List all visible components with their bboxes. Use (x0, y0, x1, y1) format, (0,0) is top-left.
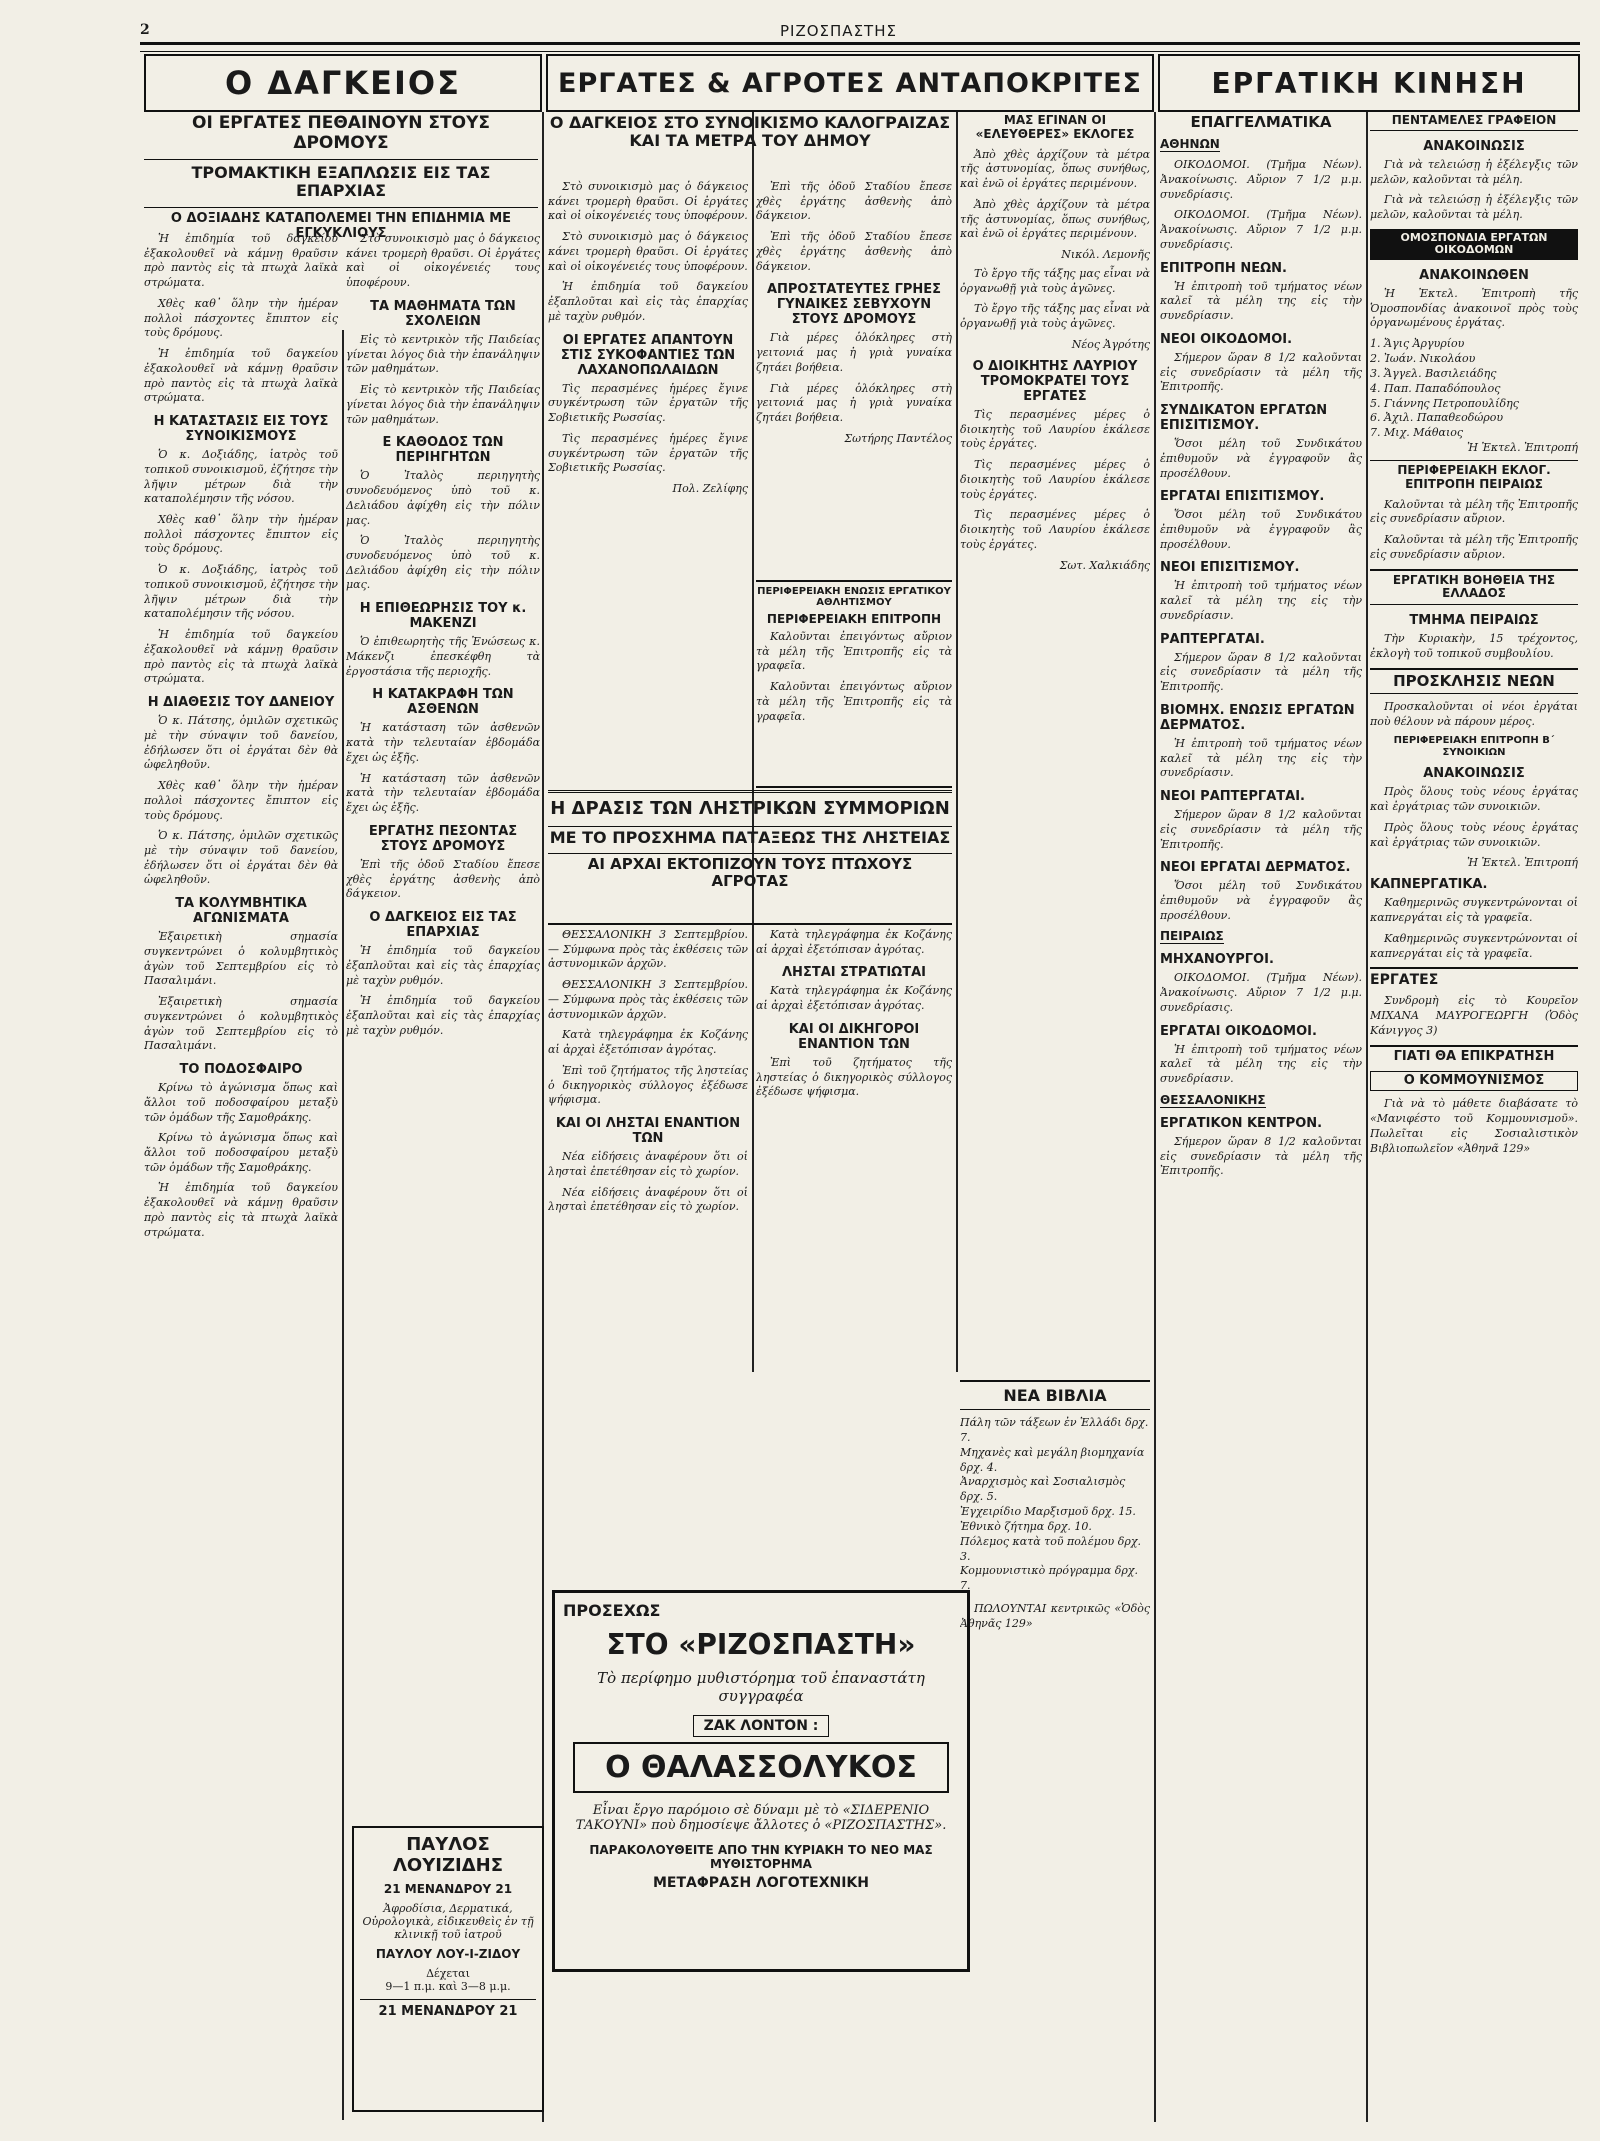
subheading: ΑΠΡΟΣΤΑΤΕΥΤΕΣ ΓΡΗΕΣ ΓΥΝΑΙΚΕΣ ΣΕΒΥΧΟΥΝ ΣΤΟΥΣ ΔΡΟΜΟΥΣ (766, 282, 942, 328)
union-notices (1370, 114, 1578, 2124)
subheading: ΒΙΟΜΗΧ. ΕΝΩΣΙΣ ΕΡΓΑΤΩΝ ΔΕΡΜΑΤΟΣ. (1160, 702, 1355, 733)
col1-body (144, 232, 338, 2122)
paragraph: Ὁ κ. Πάτσης, ὁμιλῶν σχετικῶς μὲ τὴν σύναψιν τοῦ δανείου, ἐδήλωσεν ὅτι οἱ ἐργάται δὲν θὰ ὠφεληθοῦν. (144, 829, 338, 887)
book-item: Κομμουνιστικὸ πρόγραμμα δρχ. 7. (960, 1564, 1138, 1593)
ad-line2: Εἶναι ἔργο παρόμοιο σὲ δύναμι μὲ τὸ «ΣΙΔΕΡΕΝΙΟ ΤΑΚΟΥΝΙ» ποὺ δημοσίεψε ἄλλοτες ὁ «ΡΙΖΟΣΠΑΣΤΗΣ». (575, 1803, 947, 1833)
books-title: ΝΕΑ ΒΙΒΛΙΑ (960, 1380, 1150, 1410)
header-rule (140, 42, 1580, 52)
subheading: ΕΡΓΑΤΑΙ ΕΠΙΣΙΤΙΣΜΟΥ. (1160, 489, 1325, 505)
list-item: 3. Ἄγγελ. Βασιλειάδης (1370, 366, 1497, 380)
column-rule (1154, 112, 1156, 2122)
paragraph: Ἡ ἐπιδημία τοῦ δαγκείου ἐξαπλοῦται καὶ εἰς τὰς ἐπαρχίας μὲ ταχὺν ρυθμόν. (548, 280, 748, 323)
subheading: ΝΕΟΙ ΟΙΚΟΔΟΜΟΙ. (1160, 331, 1293, 347)
subheading: Η ΕΠΙΘΕΩΡΗΣΙΣ ΤΟΥ κ. ΜΑΚΕΝΖΙ (359, 601, 527, 632)
subheading: ΤΟ ΠΟΔΟΣΦΑΙΡΟ (179, 1062, 303, 1078)
headline: ΠΕΡΙΦΕΡΕΙΑΚΗ ΕΠΙΤΡΟΠΗ Β΄ ΣΥΝΟΙΚΙΩΝ (1393, 735, 1555, 758)
elections-article (960, 114, 1150, 1364)
paragraph: Ὁ Ἰταλὸς περιηγητὴς συνοδευόμενος ὑπὸ τοῦ κ. Δελιάδου ἀφίχθη εἰς τὴν πόλιν μας. (346, 469, 540, 527)
headline: ΕΡΓΑΤΕΣ (1370, 967, 1578, 988)
paragraph: Πρὸς ὅλους τοὺς νέους ἐργάτας καὶ ἐργάτριας τῶν συνοικιῶν. (1370, 820, 1578, 849)
signature: Σωτήρης Παντέλος (844, 431, 952, 445)
page-number: 2 (140, 22, 150, 38)
doctor-name: ΠΑΥΛΟΣ ΛΟΥΙΖΙΔΗΣ (392, 1834, 503, 1876)
paragraph: Ἡ ἐπιδημία τοῦ δαγκείου ἐξαπλοῦται καὶ εἰς τὰς ἐπαρχίας μὲ ταχὺν ρυθμόν. (346, 944, 540, 987)
city-heading (1160, 929, 1362, 944)
subheading: ΝΕΟΙ ΕΡΓΑΤΑΙ ΔΕΡΜΑΤΟΣ. (1160, 860, 1351, 876)
paragraph: Ἡ ἐπιδημία τοῦ δαγκείου ἐξακολουθεῖ νὰ κάμνῃ θραῦσιν πρὸ παντὸς εἰς τὰ πτωχὰ λαϊκὰ στρώματα. (144, 232, 338, 290)
subheading: ΤΜΗΜΑ ΠΕΙΡΑΙΩΣ (1409, 613, 1539, 629)
headline: ΟΜΟΣΠΟΝΔΙΑ ΕΡΓΑΤΩΝ ΟΙΚΟΔΟΜΩΝ (1370, 229, 1578, 260)
paragraph: Εἰς τὸ κεντρικὸν τῆς Παιδείας γίνεται λόγος διὰ τὴν ἐπανάληψιν τῶν μαθημάτων. (346, 383, 540, 426)
column-rule (542, 112, 544, 2122)
paragraph: Στὸ συνοικισμὸ μας ὁ δάγκειος κάνει τρομερὴ θραῦσι. Οἱ ἐργάτες καὶ οἱ οἰκογένειές τους ὑποφέρουν. (548, 180, 748, 223)
divider (144, 207, 538, 208)
banner-labor-movement (1158, 54, 1580, 112)
book-item: Μηχανὲς καὶ μεγάλη βιομηχανία δρχ. 4. (960, 1445, 1145, 1474)
headline: ΓΙΑΤΙ ΘΑ ΕΠΙΚΡΑΤΗΣΗ (1370, 1045, 1578, 1065)
paragraph: ΘΕΣΣΑΛΟΝΙΚΗ 3 Σεπτεμβρίου. — Σύμφωνα πρὸς τὰς ἐκθέσεις τῶν ἀστυνομικῶν ἀρχῶν. (548, 978, 748, 1021)
subheading: ΚΑΙ ΟΙ ΛΗΣΤΑΙ ΕΝΑΝΤΙΟΝ ΤΩΝ (555, 1116, 741, 1147)
book-item: Ἐθνικὸ ζήτημα δρχ. 10. (960, 1519, 1092, 1533)
col1b-body (346, 232, 540, 1812)
city-heading (1160, 1093, 1362, 1108)
subheading: ΕΡΓΑΤΗΣ ΠΕΣΟΝΤΑΣ ΣΤΟΥΣ ΔΡΟΜΟΥΣ (368, 823, 518, 854)
subheading: ΕΡΓΑΤΙΚΟΝ ΚΕΝΤΡΟΝ. (1160, 1115, 1323, 1131)
dengue-kalograiza-headline (548, 114, 952, 174)
paragraph: Ἡ ἐπιτροπὴ τοῦ τμήματος νέων καλεῖ τὰ μέλη της εἰς τὴν συνεδρίασιν. (1160, 579, 1362, 622)
headline: ΕΡΓΑΤΙΚΗ ΒΟΗΘΕΙΑ ΤΗΣ ΕΛΛΑΔΟΣ (1370, 569, 1578, 606)
paragraph: Ὅσοι μέλη τοῦ Συνδικάτου ἐπιθυμοῦν νὰ ἐγγραφοῦν ἂς προσέλθουν. (1160, 437, 1362, 480)
list-item: 7. Μιχ. Μάθαιος (1370, 426, 1464, 440)
city-thessaloniki: ΘΕΣΣΑΛΟΝΙΚΗΣ (1160, 1092, 1266, 1107)
subheading: Η ΚΑΤΑΣΤΑΣΙΣ ΕΙΣ ΤΟΥΣ ΣΥΝΟΙΚΙΣΜΟΥΣ (153, 414, 329, 445)
subheading: ΤΑ ΚΟΛΥΜΒΗΤΙΚΑ ΑΓΩΝΙΣΜΑΤΑ (175, 896, 307, 927)
subheading: ΟΙ ΕΡΓΑΤΕΣ ΑΠΑΝΤΟΥΝ ΣΤΙΣ ΣΥΚΟΦΑΝΤΙΕΣ ΤΩΝ ΛΑΧΑΝΟΠΩΛΑΙΔΩΝ (560, 332, 736, 378)
paragraph: Κρίνω τὸ ἀγώνισμα ὅπως καὶ ἄλλοι τοῦ ποδοσφαίρου μεταξὺ τῶν ὁμάδων τῆς Σαμοθράκης. (144, 1131, 338, 1174)
paragraph: Ἡ ἐπιτροπὴ τοῦ τμήματος νέων καλεῖ τὰ μέλη της εἰς τὴν συνεδρίασιν. (1160, 1042, 1362, 1086)
professional-notices (1160, 114, 1362, 2114)
divider (144, 159, 538, 160)
paragraph: Χθὲς καθ᾽ ὅλην τὴν ἡμέραν πολλοὶ πάσχοντες ἔπιπτον εἰς τοὺς δρόμους. (144, 296, 338, 340)
headline: ΠΕΡΙΦΕΡΕΙΑΚΗ ΕΚΛΟΓ. ΕΠΙΤΡΟΠΗ ΠΕΙΡΑΙΩΣ (1370, 460, 1578, 492)
city-athens: ΑΘΗΝΩΝ (1160, 137, 1220, 152)
signature: Σωτ. Χαλκιάδης (1059, 558, 1150, 572)
doctor-advertisement (352, 1826, 544, 2112)
city-heading (1160, 137, 1362, 152)
banner-correspondents-text: ΕΡΓΑΤΕΣ & ΑΓΡΟΤΕΣ ΑΝΤΑΠΟΚΡΙΤΕΣ (558, 67, 1142, 99)
list-item: 1. Ἄγις Ἀργυρίου (1370, 337, 1465, 351)
notice-subtitle: ΠΕΡΙΦΕΡΕΙΑΚΗ ΕΠΙΤΡΟΠΗ (766, 612, 942, 626)
hours-value: 9—1 π.μ. καὶ 3—8 μ.μ. (385, 1980, 511, 1993)
paragraph: Χθὲς καθ᾽ ὅλην τὴν ἡμέραν πολλοὶ πάσχοντες ἔπιπτον εἰς τοὺς δρόμους. (144, 513, 338, 556)
paragraph: Νέα εἰδήσεις ἀναφέρουν ὅτι οἱ λησταὶ ἐπετέθησαν εἰς τὸ χωρίον. (548, 1150, 748, 1178)
signature: Πολ. Ζελίφης (672, 482, 748, 496)
list-item: 5. Γιάννης Πετροπουλίδης (1370, 396, 1519, 410)
paragraph: Σήμερον ὥραν 8 1/2 καλοῦνται εἰς συνεδρίασιν τὰ μέλη τῆς Ἐπιτροπῆς. (1160, 808, 1362, 851)
subheading: ΜΗΧΑΝΟΥΡΓΟΙ. (1160, 952, 1274, 968)
paragraph: Σήμερον ὥραν 8 1/2 καλοῦνται εἰς συνεδρίασιν τὰ μέλη τῆς Ἐπιτροπῆς. (1160, 650, 1362, 694)
headline: ΕΠΑΓΓΕΛΜΑΤΙΚΑ (1190, 114, 1332, 131)
column-rule (752, 112, 754, 1372)
bandits-body-left (548, 928, 748, 1578)
signature: Ἡ Ἐκτελ. Ἐπιτροπή (1467, 856, 1578, 870)
ad-title: Ο ΘΑΛΑΣΣΟΛΥΚΟΣ (573, 1742, 949, 1793)
paragraph: Γιὰ μέρες ὁλόκληρες στὴ γειτονιά μας ἡ γριὰ γυναίκα ζητάει βοήθεια. (756, 381, 952, 425)
paragraph: Ὁ κ. Δοξιάδης, ἰατρὸς τοῦ τοπικοῦ συνοικισμοῦ, ἐζήτησε τὴν λῆψιν μέτρων διὰ τὴν καταπολέμησιν τῆς νόσου. (144, 563, 338, 621)
ad-in-paper: ΣΤΟ «ΡΙΖΟΣΠΑΣΤΗ» (606, 1628, 916, 1661)
paragraph: Γιὰ νὰ τελειώσῃ ἡ ἐξέλεγξις τῶν μελῶν, καλοῦνται τὰ μέλη. (1370, 193, 1578, 221)
subheading: Ε ΚΑΘΟΔΟΣ ΤΩΝ ΠΕΡΙΗΓΗΤΩΝ (382, 435, 504, 466)
paragraph: ΟΙΚΟΔΟΜΟΙ. (Τμῆμα Νέων). Ἀνακοίνωσις. Αὔριον 7 1/2 μ.μ. συνεδρίασις. (1160, 971, 1362, 1014)
paragraph: Χθὲς καθ᾽ ὅλην τὴν ἡμέραν πολλοὶ πάσχοντες ἔπιπτον εἰς τοὺς δρόμους. (144, 779, 338, 822)
doctor-description: Ἀφροδίσια, Δερματικά, Οὐρολογικὰ, εἰδικευθεὶς ἐν τῇ κλινικῇ τοῦ ἰατροῦ (362, 1902, 534, 1941)
page-header (140, 22, 1580, 40)
column-rule (956, 112, 958, 1372)
book-item: Ἀναρχισμὸς καὶ Σοσιαλισμὸς δρχ. 5. (960, 1475, 1126, 1504)
headline: ΜΕ ΤΟ ΠΡΟΣΧΗΜΑ ΠΑΤΑΞΕΩΣ ΤΗΣ ΛΗΣΤΕΙΑΣ (549, 827, 951, 847)
paragraph: Νέα εἰδήσεις ἀναφέρουν ὅτι οἱ λησταὶ ἐπετέθησαν εἰς τὸ χωρίον. (548, 1185, 748, 1214)
subheading: ΝΕΟΙ ΡΑΠΤΕΡΓΑΤΑΙ. (1160, 789, 1305, 805)
paragraph: Ὅσοι μέλη τοῦ Συνδικάτου ἐπιθυμοῦν νὰ ἐγγραφοῦν ἂς προσέλθουν. (1160, 508, 1362, 551)
banner-dengue (144, 54, 542, 112)
paragraph: Ἐξαιρετικὴ σημασία συγκεντρώνει ὁ κολυμβητικὸς ἀγὼν τοῦ Σεπτεμβρίου εἰς τὸ Πασαλιμάνι. (144, 995, 338, 1053)
paragraph: Ὁ κ. Δοξιάδης, ἰατρὸς τοῦ τοπικοῦ συνοικισμοῦ, ἐζήτησε τὴν λῆψιν μέτρων διὰ τὴν καταπολέμησιν τῆς νόσου. (144, 448, 338, 506)
headline: Ο ΔΑΓΚΕΙΟΣ ΣΤΟ ΣΥΝΟΙΚΙΣΜΟ ΚΑΛΟΓΡΑΙΖΑΣ ΚΑΙ ΤΑ ΜΕΤΡΑ ΤΟΥ ΔΗΜΟΥ (549, 114, 951, 151)
banner-labor-movement-text: ΕΡΓΑΤΙΚΗ ΚΙΝΗΣΗ (1211, 66, 1527, 100)
paragraph: Καλοῦνται ἐπειγόντως αὔριον τὰ μέλη τῆς Ἐπιτροπῆς εἰς τὰ γραφεῖα. (756, 630, 952, 673)
col2b-body (756, 180, 952, 560)
paragraph: Ἡ ἐπιδημία τοῦ δαγκείου ἐξακολουθεῖ νὰ κάμνῃ θραῦσιν πρὸ παντὸς εἰς τὰ πτωχὰ λαϊκὰ στρώματα. (144, 628, 338, 686)
paragraph: Γιὰ νὰ τὸ μάθετε διαβάσατε τὸ «Μανιφέστο τοῦ Κομμουνισμοῦ». Πωλεῖται εἰς Σοσιαλιστικὸν Βιβλιοπωλεῖον «Ἀθηνᾶ 129» (1370, 1097, 1578, 1155)
paragraph: Ἡ ἐπιτροπὴ τοῦ τμήματος νέων καλεῖ τὰ μέλη της εἰς τὴν συνεδρίασιν. (1160, 736, 1362, 780)
divider (548, 853, 952, 854)
paragraph: Ἡ κατάσταση τῶν ἀσθενῶν κατὰ τὴν τελευταίαν ἑβδομάδα ἔχει ὡς ἑξῆς. (346, 721, 540, 764)
signature: Νέος Ἀγρότης (1071, 337, 1150, 351)
list-item: 2. Ἰωάν. Νικολάου (1370, 352, 1476, 366)
headline: Ο ΚΟΜΜΟΥΝΙΣΜΟΣ (1370, 1071, 1578, 1092)
doctor-name-alt: ΠΑΥΛΟΥ ΛΟΥ-Ι-ΖΙΔΟΥ (375, 1947, 521, 1961)
paragraph: Ἡ ἐπιδημία τοῦ δαγκείου ἐξακολουθεῖ νὰ κάμνῃ θραῦσιν πρὸ παντὸς εἰς τὰ πτωχὰ λαϊκὰ στρώματα. (144, 1181, 338, 1239)
paragraph: Ἡ Ἐκτελ. Ἐπιτροπὴ τῆς Ὁμοσπονδίας ἀνακοινοῖ πρὸς τοὺς ὀργανωμένους ἐργάτας. (1370, 287, 1578, 330)
subheading: ΑΝΑΚΟΙΝΩΣΙΣ (1423, 766, 1525, 782)
ad-line3: ΠΑΡΑΚΟΛΟΥΘΕΙΤΕ ΑΠΟ ΤΗΝ ΚΥΡΙΑΚΗ ΤΟ ΝΕΟ ΜΑΣ ΜΥΘΙΣΤΟΡΗΜΑ (589, 1843, 933, 1871)
subheading: Ο ΔΑΓΚΕΙΟΣ ΕΙΣ ΤΑΣ ΕΠΑΡΧΙΑΣ (369, 910, 517, 941)
paragraph: ΘΕΣΣΑΛΟΝΙΚΗ 3 Σεπτεμβρίου. — Σύμφωνα πρὸς τὰς ἐκθέσεις τῶν ἀστυνομικῶν ἀρχῶν. (548, 928, 748, 971)
subheading: ΝΕΟΙ ΕΠΙΣΙΤΙΣΜΟΥ. (1160, 560, 1300, 576)
sea-wolf-advertisement (552, 1590, 970, 1972)
athletics-union-notice (756, 580, 952, 788)
paragraph: Καλοῦνται τὰ μέλη τῆς Ἐπιτροπῆς εἰς συνεδρίασιν αὔριον. (1370, 497, 1578, 526)
paragraph: Σήμερον ὥραν 8 1/2 καλοῦνται εἰς συνεδρίασιν τὰ μέλη τῆς Ἐπιτροπῆς. (1160, 1134, 1362, 1178)
headline: ΠΕΝΤΑΜΕΛΕΣ ΓΡΑΦΕΙΟΝ (1370, 114, 1578, 131)
column-rule (342, 330, 344, 2120)
paragraph: ΟΙΚΟΔΟΜΟΙ. (Τμῆμα Νέων). Ἀνακοίνωσις. Αὔριον 7 1/2 μ.μ. συνεδρίασις. (1160, 208, 1362, 251)
list-item: 6. Ἀχιλ. Παπαθεοδώρου (1370, 411, 1504, 425)
paragraph: Καλοῦνται ἐπειγόντως αὔριον τὰ μέλη τῆς Ἐπιτροπῆς εἰς τὰ γραφεῖα. (756, 680, 952, 723)
headline: ΑΙ ΑΡΧΑΙ ΕΚΤΟΠΙΖΟΥΝ ΤΟΥΣ ΠΤΩΧΟΥΣ ΑΓΡΟΤΑΣ (587, 855, 913, 891)
book-item: Ἐγχειρίδιο Μαρξισμοῦ δρχ. 15. (960, 1505, 1136, 1519)
column-rule (1366, 112, 1368, 2122)
paragraph: Καθημερινῶς συγκεντρώνονται οἱ καπνεργάται εἰς τὰ γραφεῖα. (1370, 931, 1578, 960)
subheading: ΣΥΝΔΙΚΑΤΟΝ ΕΡΓΑΤΩΝ ΕΠΙΣΙΤΙΣΜΟΥ. (1160, 403, 1328, 434)
subheading: ΕΠΙΤΡΟΠΗ ΝΕΩΝ. (1160, 260, 1287, 276)
books-footer: ΠΩΛΟΥΝΤΑΙ κεντρικῶς «Ὁδὸς Ἀθηνᾶς 129» (960, 1602, 1150, 1630)
paragraph: Ἡ κατάσταση τῶν ἀσθενῶν κατὰ τὴν τελευταίαν ἑβδομάδα ἔχει ὡς ἑξῆς. (346, 771, 540, 815)
paragraph: Πρὸς ὅλους τοὺς νέους ἐργάτας καὶ ἐργάτριας τῶν συνοικιῶν. (1370, 785, 1578, 814)
paragraph: Ἀπὸ χθὲς ἀρχίζουν τὰ μέτρα τῆς ἀστυνομίας, ὅπως συνήθως, καὶ ἐνῶ οἱ ἐργάτες περιμένουν. (960, 147, 1150, 191)
paragraph: Συνδρομὴ εἰς τὸ Κουρεῖον ΜΙΧΑΝΑ ΜΑΥΡΟΓΕΩΡΓΗ (Ὁδὸς Κάνιγγος 3) (1370, 994, 1578, 1037)
ad-upcoming: ΠΡΟΣΕΧΩΣ (563, 1601, 661, 1620)
paragraph: Ὁ κ. Πάτσης, ὁμιλῶν σχετικῶς μὲ τὴν σύναψιν τοῦ δανείου, ἐδήλωσεν ὅτι οἱ ἐργάται δὲν θὰ ὠφεληθοῦν. (144, 714, 338, 772)
subheading: ΛΗΣΤΑΙ ΣΤΡΑΤΙΩΤΑΙ (782, 965, 926, 981)
paragraph: Εἰς τὸ κεντρικὸν τῆς Παιδείας γίνεται λόγος διὰ τὴν ἐπανάληψιν τῶν μαθημάτων. (346, 332, 540, 376)
doctor-address: 21 ΜΕΝΑΝΔΡΟΥ 21 (383, 1882, 513, 1896)
signature: Ἡ Ἐκτελ. Ἐπιτροπή (1467, 441, 1578, 455)
paragraph: Ἐπὶ τῆς ὁδοῦ Σταδίου ἔπεσε χθὲς ἐργάτης ἀσθενὴς ἀπὸ δάγκειον. (756, 230, 952, 273)
signature: Νικόλ. Λεμονῆς (1061, 248, 1150, 261)
paragraph: ΟΙΚΟΔΟΜΟΙ. (Τμῆμα Νέων). Ἀνακοίνωσις. Αὔριον 7 1/2 μ.μ. συνεδρίασις. (1160, 158, 1362, 201)
banner-correspondents (546, 54, 1154, 112)
subheading: ΤΑ ΜΑΘΗΜΑΤΑ ΤΩΝ ΣΧΟΛΕΙΩΝ (370, 298, 516, 329)
headline: ΟΙ ΕΡΓΑΤΕΣ ΠΕΘΑΙΝΟΥΝ ΣΤΟΥΣ ΔΡΟΜΟΥΣ (192, 114, 490, 153)
paragraph: Γιὰ νὰ τελειώσῃ ἡ ἐξέλεγξις τῶν μελῶν, καλοῦνται τὰ μέλη. (1370, 157, 1578, 186)
paragraph: Ἐπὶ τοῦ ζητήματος τῆς ληστείας ὁ δικηγορικὸς σύλλογος ἐξέδωσε ψήφισμα. (756, 1055, 952, 1099)
paragraph: Ἐπὶ τοῦ ζητήματος τῆς ληστείας ὁ δικηγορικὸς σύλλογος ἐξέδωσε ψήφισμα. (548, 1063, 748, 1107)
doctor-address-footer: 21 ΜΕΝΑΝΔΡΟΥ 21 (360, 1999, 536, 2019)
ad-line1: Τὸ περίφημο μυθιστόρημα τοῦ ἐπαναστάτη συγγραφέα (597, 1669, 925, 1705)
ad-line4: ΜΕΤΑΦΡΑΣΗ ΛΟΓΟΤΕΧΝΙΚΗ (653, 1875, 869, 1891)
subheading: ΡΑΠΤΕΡΓΑΤΑΙ. (1160, 631, 1265, 647)
paragraph: Ὁ ἐπιθεωρητὴς τῆς Ἐνώσεως κ. Μάκενζι ἐπεσκέφθη τὰ ἐργοστάσια τῆς περιοχῆς. (346, 635, 540, 678)
headline: ΤΡΟΜΑΚΤΙΚΗ ΕΞΑΠΛΩΣΙΣ ΕΙΣ ΤΑΣ ΕΠΑΡΧΙΑΣ (191, 163, 491, 201)
paragraph: Τὶς περασμένες μέρες ὁ διοικητὴς τοῦ Λαυρίου ἐκάλεσε τοὺς ἐργάτες. (960, 458, 1150, 501)
paragraph: Στὸ συνοικισμὸ μας ὁ δάγκειος κάνει τρομερὴ θραῦσι. Οἱ ἐργάτες καὶ οἱ οἰκογένειές τους ὑποφέρουν. (346, 232, 540, 290)
paragraph: Κρίνω τὸ ἀγώνισμα ὅπως καὶ ἄλλοι τοῦ ποδοσφαίρου μεταξὺ τῶν ὁμάδων τῆς Σαμοθράκης. (144, 1081, 338, 1124)
paragraph: Τὴν Κυριακὴν, 15 τρέχοντος, ἐκλογὴ τοῦ τοπικοῦ συμβουλίου. (1370, 632, 1578, 660)
subheading: ΑΝΑΚΟΙΝΩΣΙΣ (1423, 138, 1525, 154)
newspaper-name: ΡΙΖΟΣΠΑΣΤΗΣ (780, 22, 897, 40)
paragraph: Τὶς περασμένες ἡμέρες ἔγινε συγκέντρωση τῶν ἐργατῶν τῆς Σοβιετικῆς Ρωσσίας. (548, 431, 748, 475)
headline: Ο ΔΟΞΙΑΔΗΣ ΚΑΤΑΠΟΛΕΜΕΙ ΤΗΝ ΕΠΙΔΗΜΙΑ ΜΕ ΕΓΚΥΚΛΙΟΥΣ (170, 210, 512, 241)
paragraph: Στὸ συνοικισμὸ μας ὁ δάγκειος κάνει τρομερὴ θραῦσι. Οἱ ἐργάτες καὶ οἱ οἰκογένειές τους ὑποφέρουν. (548, 230, 748, 273)
bandits-body-right (756, 928, 952, 1368)
new-books-list (960, 1380, 1150, 1800)
paragraph: Κατὰ τηλεγράφημα ἐκ Κοζάνης αἱ ἀρχαὶ ἐξετόπισαν ἀγρότας. (548, 1028, 748, 1057)
ad-author: ΖΑΚ ΛΟΝΤΟΝ : (693, 1715, 830, 1737)
book-item: Πάλη τῶν τάξεων ἐν Ἑλλάδι δρχ. 7. (960, 1416, 1149, 1444)
paragraph: Ἐξαιρετικὴ σημασία συγκεντρώνει ὁ κολυμβητικὸς ἀγὼν τοῦ Σεπτεμβρίου εἰς τὸ Πασαλιμάνι. (144, 930, 338, 988)
headline: Η ΔΡΑΣΙΣ ΤΩΝ ΛΗΣΤΡΙΚΩΝ ΣΥΜΜΟΡΙΩΝ (550, 798, 950, 819)
subheading: ΚΑΠΝΕΡΓΑΤΙΚΑ. (1370, 877, 1488, 893)
paragraph: Τὶς περασμένες μέρες ὁ διοικητὴς τοῦ Λαυρίου ἐκάλεσε τοὺς ἐργάτες. (960, 407, 1150, 451)
divider (548, 826, 952, 827)
headline: ΠΡΟΣΚΛΗΣΙΣ ΝΕΩΝ (1370, 668, 1578, 694)
list-item: 4. Παπ. Παπαδόπουλος (1370, 381, 1501, 395)
paragraph: Κατὰ τηλεγράφημα ἐκ Κοζάνης αἱ ἀρχαὶ ἐξετόπισαν ἀγρότας. (756, 928, 952, 956)
paragraph: Προσκαλοῦνται οἱ νέοι ἐργάται ποὺ θέλουν νὰ πάρουν μέρος. (1370, 699, 1578, 728)
paragraph: Ἡ ἐπιδημία τοῦ δαγκείου ἐξακολουθεῖ νὰ κάμνῃ θραῦσιν πρὸ παντὸς εἰς τὰ πτωχὰ λαϊκὰ στρώματα. (144, 347, 338, 405)
paragraph: Ἀπὸ χθὲς ἀρχίζουν τὰ μέτρα τῆς ἀστυνομίας, ὅπως συνήθως, καὶ ἐνῶ οἱ ἐργάτες περιμένουν. (960, 197, 1150, 241)
paragraph: Τὸ ἔργο τῆς τάξης μας εἶναι νὰ ὀργανωθῇ γιὰ τοὺς ἀγῶνες. (960, 267, 1150, 295)
book-item: Πόλεμος κατὰ τοῦ πολέμου δρχ. 3. (960, 1534, 1141, 1563)
hours-label: Δέχεται (426, 1967, 470, 1980)
paragraph: Καλοῦνται τὰ μέλη τῆς Ἐπιτροπῆς εἰς συνεδρίασιν αὔριον. (1370, 533, 1578, 561)
paragraph: Τὶς περασμένες μέρες ὁ διοικητὴς τοῦ Λαυρίου ἐκάλεσε τοὺς ἐργάτες. (960, 508, 1150, 551)
paragraph: Ἐπὶ τῆς ὁδοῦ Σταδίου ἔπεσε χθὲς ἐργάτης ἀσθενὴς ἀπὸ δάγκειον. (756, 180, 952, 223)
paragraph: Τὶς περασμένες ἡμέρες ἔγινε συγκέντρωση τῶν ἐργατῶν τῆς Σοβιετικῆς Ρωσσίας. (548, 381, 748, 425)
paragraph: Ἡ ἐπιδημία τοῦ δαγκείου ἐξαπλοῦται καὶ εἰς τὰς ἐπαρχίας μὲ ταχὺν ρυθμόν. (346, 994, 540, 1037)
banner-dengue-text: Ο ΔΑΓΚΕΙΟΣ (225, 64, 461, 102)
paragraph: Ὁ Ἰταλὸς περιηγητὴς συνοδευόμενος ὑπὸ τοῦ κ. Δελιάδου ἀφίχθη εἰς τὴν πόλιν μας. (346, 534, 540, 592)
paragraph: Σήμερον ὥραν 8 1/2 καλοῦνται εἰς συνεδρίασιν τὰ μέλη τῆς Ἐπιτροπῆς. (1160, 350, 1362, 394)
paragraph: Κατὰ τηλεγράφημα ἐκ Κοζάνης αἱ ἀρχαὶ ἐξετόπισαν ἀγρότας. (756, 984, 952, 1013)
paragraph: Ἐπὶ τῆς ὁδοῦ Σταδίου ἔπεσε χθὲς ἐργάτης ἀσθενὴς ἀπὸ δάγκειον. (346, 857, 540, 901)
notice-title: ΠΕΡΙΦΕΡΕΙΑΚΗ ΕΝΩΣΙΣ ΕΡΓΑΤΙΚΟΥ ΑΘΛΗΤΙΣΜΟΥ (757, 586, 951, 608)
subheading: Η ΚΑΤΑΚΡΑΦΗ ΤΩΝ ΑΣΘΕΝΩΝ (372, 687, 514, 718)
paragraph: Καθημερινῶς συγκεντρώνονται οἱ καπνεργάται εἰς τὰ γραφεῖα. (1370, 896, 1578, 925)
city-piraeus: ΠΕΙΡΑΙΩΣ (1160, 929, 1224, 944)
subheading: Ο ΔΙΟΙΚΗΤΗΣ ΛΑΥΡΙΟΥ ΤΡΟΜΟΚΡΑΤΕΙ ΤΟΥΣ ΕΡΓΑΤΕΣ (972, 358, 1138, 404)
subheading: ΚΑΙ ΟΙ ΔΙΚΗΓΟΡΟΙ ΕΝΑΝΤΙΟΝ ΤΩΝ (788, 1021, 920, 1052)
paragraph: Ὅσοι μέλη τοῦ Συνδικάτου ἐπιθυμοῦν νὰ ἐγγραφοῦν ἂς προσέλθουν. (1160, 879, 1362, 922)
paragraph: Γιὰ μέρες ὁλόκληρες στὴ γειτονιά μας ἡ γριὰ γυναίκα ζητάει βοήθεια. (756, 331, 952, 374)
subheading: Η ΔΙΑΘΕΣΙΣ ΤΟΥ ΔΑΝΕΙΟΥ (147, 695, 335, 711)
headline: ΜΑΣ ΕΓΙΝΑΝ ΟΙ «ΕΛΕΥΘΕΡΕΣ» ΕΚΛΟΓΕΣ (975, 114, 1135, 141)
subheading: ΑΝΑΚΟΙΝΩΘΕΝ (1419, 268, 1529, 284)
subheading: ΕΡΓΑΤΑΙ ΟΙΚΟΔΟΜΟΙ. (1160, 1023, 1317, 1039)
paragraph: Τὸ ἔργο τῆς τάξης μας εἶναι νὰ ὀργανωθῇ γιὰ τοὺς ἀγῶνες. (960, 302, 1150, 331)
bandits-band-headline (548, 790, 952, 925)
paragraph: Ἡ ἐπιτροπὴ τοῦ τμήματος νέων καλεῖ τὰ μέλη της εἰς τὴν συνεδρίασιν. (1160, 279, 1362, 323)
